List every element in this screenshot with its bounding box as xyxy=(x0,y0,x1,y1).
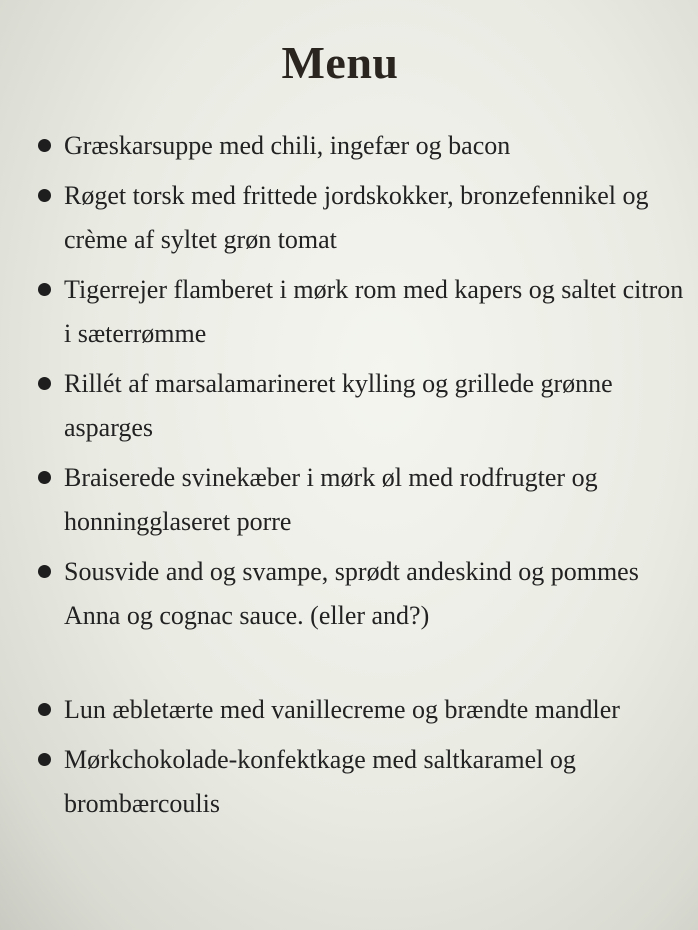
bullet-icon xyxy=(38,377,51,390)
list-item xyxy=(34,362,684,450)
list-item xyxy=(34,124,684,168)
bullet-icon xyxy=(38,471,51,484)
list-item-text: Lun æbletærte med vanillecreme og brændte mandler xyxy=(64,695,620,724)
menu-list xyxy=(34,124,684,826)
list-item-text: Tigerrejer flamberet i mørk rom med kapers og saltet citron i sæterrømme xyxy=(64,275,684,348)
list-item xyxy=(34,688,684,732)
list-item-text: Røget torsk med frittede jordskokker, bronzefennikel og crème af syltet grøn tomat xyxy=(64,181,649,254)
bullet-icon xyxy=(38,753,51,766)
list-item xyxy=(34,456,684,544)
list-item xyxy=(34,174,684,262)
list-item-text: Græskarsuppe med chili, ingefær og bacon xyxy=(64,131,511,160)
bullet-icon xyxy=(38,565,51,578)
list-item-text: Braiserede svinekæber i mørk øl med rodfrugter og honningglaseret porre xyxy=(64,463,598,536)
bullet-icon xyxy=(38,189,51,202)
list-item xyxy=(34,550,684,638)
list-item-text: Rillét af marsalamarineret kylling og grillede grønne asparges xyxy=(64,369,613,442)
bullet-icon xyxy=(38,283,51,296)
bullet-icon xyxy=(38,139,51,152)
page-title: Menu xyxy=(281,37,399,88)
list-item xyxy=(34,268,684,356)
list-item xyxy=(34,738,684,826)
list-item-text: Sousvide and og svampe, sprødt andeskind og pommes Anna og cognac sauce. (eller and?) xyxy=(64,557,639,630)
bullet-icon xyxy=(38,703,51,716)
list-item-text: Mørkchokolade-konfektkage med saltkaramel og brombærcoulis xyxy=(64,745,576,818)
